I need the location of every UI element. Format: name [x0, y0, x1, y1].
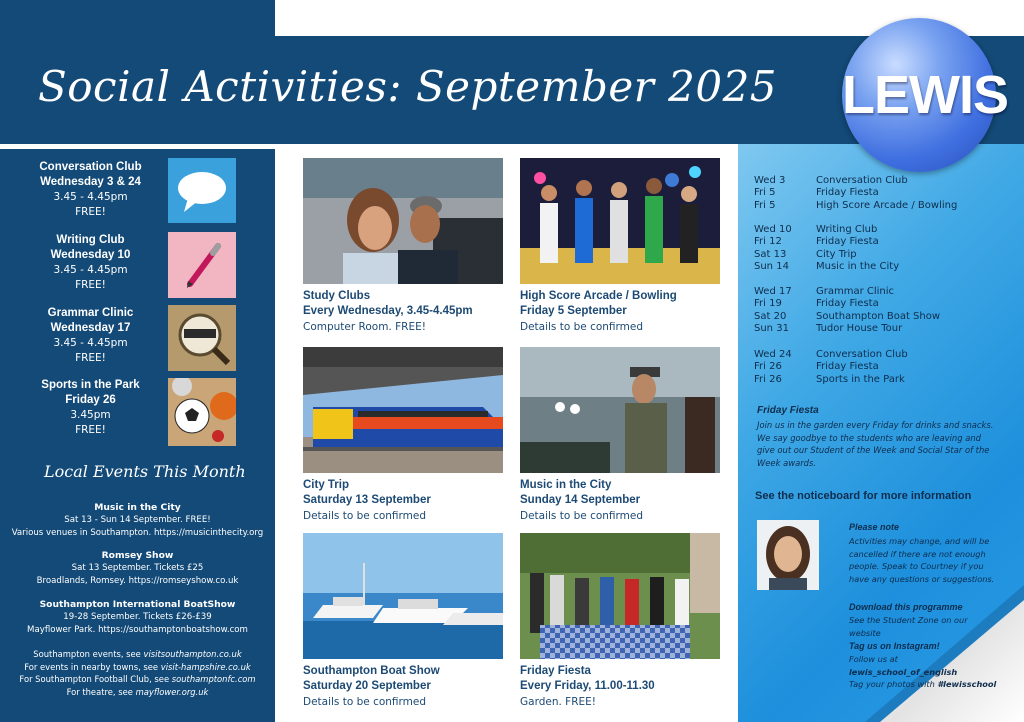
instagram-follow-text: Follow us at: [849, 654, 898, 664]
schedule-row: [754, 200, 984, 212]
schedule-week-3: [754, 286, 984, 336]
study-clubs-photo: [303, 158, 503, 284]
footer-text: For Southampton Football Club, see: [19, 674, 172, 684]
schedule-row: [754, 361, 984, 373]
please-note-title: Please note: [849, 522, 900, 532]
logo-text: LEWIS: [842, 65, 1008, 125]
instagram-tag-text: Tag your photos with: [849, 679, 938, 689]
schedule-day: Wed 10: [754, 224, 792, 235]
schedule-row: [754, 298, 984, 310]
club-price: FREE!: [75, 279, 106, 291]
activity-when: Friday 5 September: [520, 305, 627, 317]
club-name: Sports in the Park: [41, 379, 140, 391]
local-event-dates: Sat 13 September. Tickets £25: [71, 563, 204, 573]
activity-name: Study Clubs: [303, 290, 371, 302]
schedule-activity: Writing Club: [816, 224, 878, 235]
page-title: Social Activities: September 2025: [38, 62, 778, 111]
schedule-week-4: [754, 349, 984, 386]
club-writing: [28, 233, 153, 293]
balls-icon: [168, 378, 236, 446]
schedule-row: [754, 286, 984, 298]
local-event-dates: Sat 13 - Sun 14 September. FREE!: [64, 515, 211, 525]
activity-detail: Details to be confirmed: [520, 510, 644, 522]
club-time: 3.45 - 4.45pm: [53, 264, 128, 276]
footer-link[interactable]: visitsouthampton.co.uk: [143, 649, 242, 659]
schedule-row: [754, 349, 984, 361]
schedule-row: [754, 187, 984, 199]
local-event-romsey: [0, 549, 275, 588]
activity-arcade-bowling: [520, 158, 725, 335]
schedule-activity: Sports in the Park: [816, 373, 905, 385]
schedule-row: [754, 261, 984, 273]
club-when: Wednesday 3 & 24: [40, 176, 141, 188]
schedule-activity: Friday Fiesta: [816, 187, 879, 199]
club-when: Wednesday 17: [50, 322, 131, 334]
footer-text: For theatre, see: [66, 686, 136, 697]
footer-text: For events in nearby towns, see: [24, 661, 161, 672]
arcade-bowling-photo: [520, 158, 720, 284]
schedule-activity: Friday Fiesta: [816, 361, 879, 373]
instagram-text: [849, 653, 999, 691]
instagram-hashtag[interactable]: #lewisschool: [937, 679, 997, 689]
boat-show-photo: [303, 533, 503, 659]
schedule-day: Fri 12: [754, 236, 782, 248]
activity-when: Saturday 20 September: [303, 680, 431, 692]
schedule-activity: Friday Fiesta: [816, 236, 879, 248]
activity-name: Southampton Boat Show: [303, 665, 440, 677]
music-city-photo: [520, 347, 720, 473]
schedule-activity: Tudor House Tour: [816, 323, 903, 335]
please-note-text: Activities may change, and will be cancelled if there are not enough people. Speak to Courtney if you have any questions or suggestions.: [849, 536, 995, 584]
instagram-tag: [849, 678, 999, 691]
activity-when: Every Friday, 11.00-11.30: [520, 680, 655, 692]
local-event-dates: 19-28 September. Tickets £26-£39: [63, 612, 212, 622]
local-events-heading: Local Events This Month: [44, 462, 246, 481]
activity-when: Every Wednesday, 3.45-4.45pm: [303, 305, 473, 317]
schedule-activity: Friday Fiesta: [816, 298, 879, 310]
footer-link[interactable]: mayflower.org.uk: [135, 686, 209, 697]
schedule-row: [754, 249, 984, 261]
schedule-row: [754, 236, 984, 248]
instagram-follow: [849, 653, 999, 678]
club-time: 3.45pm: [70, 409, 111, 421]
schedule-activity: Music in the City: [816, 261, 900, 273]
city-trip-photo: [303, 347, 503, 473]
schedule-activity: High Score Arcade / Bowling: [816, 199, 958, 211]
club-name: Writing Club: [56, 234, 125, 246]
schedule-day: Fri 5: [754, 199, 776, 211]
friday-fiesta-photo: [520, 533, 720, 659]
activity-detail: Computer Room. FREE!: [303, 321, 426, 333]
instagram-handle[interactable]: lewis_school_of_english: [849, 666, 958, 677]
local-footer: [0, 648, 275, 698]
activity-friday-fiesta: [520, 533, 725, 710]
local-event-music: [0, 501, 275, 540]
schedule-row: [754, 224, 984, 236]
schedule-day: Sat 20: [754, 310, 787, 322]
speech-bubble-icon: [168, 158, 236, 223]
schedule-activity: Conversation Club: [816, 175, 908, 186]
schedule-day: Sun 31: [754, 323, 789, 335]
courtney-photo: [757, 520, 819, 590]
footer-link[interactable]: visit-hampshire.co.uk: [160, 661, 251, 672]
schedule-day: Fri 19: [754, 298, 782, 310]
local-event-name: Romsey Show: [101, 550, 174, 561]
schedule-day: Fri 26: [754, 361, 782, 373]
schedule-week-1: [754, 175, 984, 212]
footer-line: [0, 673, 275, 686]
download-title: Download this programme: [849, 602, 963, 612]
local-event-boatshow: [0, 598, 275, 637]
club-name: Grammar Clinic: [47, 307, 134, 319]
local-event-name: Southampton International BoatShow: [39, 599, 236, 610]
download-text: See the Student Zone on our website: [849, 615, 968, 638]
schedule-activity: Conversation Club: [816, 349, 908, 360]
club-when: Wednesday 10: [50, 249, 131, 261]
club-name: Conversation Club: [39, 161, 142, 173]
footer-line: [0, 648, 275, 661]
schedule-day: Wed 24: [754, 349, 792, 360]
activity-detail: Details to be confirmed: [303, 510, 427, 522]
activity-name: City Trip: [303, 479, 350, 491]
activity-detail: Details to be confirmed: [303, 696, 427, 708]
footer-text: Southampton events, see: [33, 649, 144, 659]
club-price: FREE!: [75, 424, 106, 436]
lewis-logo: [842, 18, 1008, 172]
activity-boat-show: [303, 533, 508, 710]
footer-line: [0, 686, 275, 699]
club-when: Friday 26: [65, 394, 116, 406]
footer-link[interactable]: southamptonfc.com: [171, 674, 256, 684]
activity-when: Sunday 14 September: [520, 494, 641, 506]
schedule-row: [754, 374, 984, 386]
local-event-venue: Broadlands, Romsey. https://romseyshow.co.uk: [36, 576, 239, 586]
activity-music-city: [520, 347, 725, 524]
header-divider: [0, 144, 275, 149]
instagram-title: Tag us on Instagram!: [849, 641, 940, 651]
schedule-day: Sun 14: [754, 261, 789, 273]
schedule-activity: Southampton Boat Show: [816, 310, 941, 322]
activity-detail: Garden. FREE!: [520, 696, 596, 708]
activity-study-clubs: [303, 158, 508, 335]
schedule-row: [754, 323, 984, 335]
schedule-day: Sat 13: [754, 248, 787, 260]
activity-detail: Details to be confirmed: [520, 321, 644, 333]
activity-name: Music in the City: [520, 479, 612, 491]
schedule-row: [754, 311, 984, 323]
schedule-day: Wed 17: [754, 286, 792, 297]
magnifier-icon: [168, 305, 236, 371]
schedule-activity: City Trip: [816, 248, 857, 260]
schedule-day: Wed 3: [754, 175, 786, 186]
activity-name: Friday Fiesta: [520, 665, 591, 677]
footer-line: [0, 661, 275, 674]
fiesta-text: Join us in the garden every Friday for drinks and snacks. We say goodbye to the students who are leaving and give out our Student of the Week and Social Star of the Week awards.: [757, 420, 994, 468]
schedule-activity: Grammar Clinic: [816, 286, 895, 297]
activity-when: Saturday 13 September: [303, 494, 431, 506]
club-sports: [28, 378, 153, 438]
club-conversation: [28, 160, 153, 220]
club-grammar: [28, 306, 153, 366]
activity-name: High Score Arcade / Bowling: [520, 290, 677, 302]
local-event-venue: Various venues in Southampton. https://musicinthecity.org: [11, 528, 264, 538]
pen-icon: [168, 232, 236, 298]
club-price: FREE!: [75, 206, 106, 218]
fiesta-title: Friday Fiesta: [757, 405, 819, 416]
club-time: 3.45 - 4.45pm: [53, 337, 128, 349]
schedule-day: Fri 5: [754, 187, 776, 199]
club-price: FREE!: [75, 352, 106, 364]
club-time: 3.45 - 4.45pm: [53, 191, 128, 203]
noticeboard-note: See the noticeboard for more information: [755, 490, 972, 502]
schedule-day: Fri 26: [754, 373, 782, 385]
schedule-row: [754, 175, 984, 187]
activity-city-trip: [303, 347, 508, 524]
local-event-name: Music in the City: [94, 502, 181, 513]
local-event-venue: Mayflower Park. https://southamptonboatshow.com: [27, 625, 248, 635]
schedule-week-2: [754, 224, 984, 274]
